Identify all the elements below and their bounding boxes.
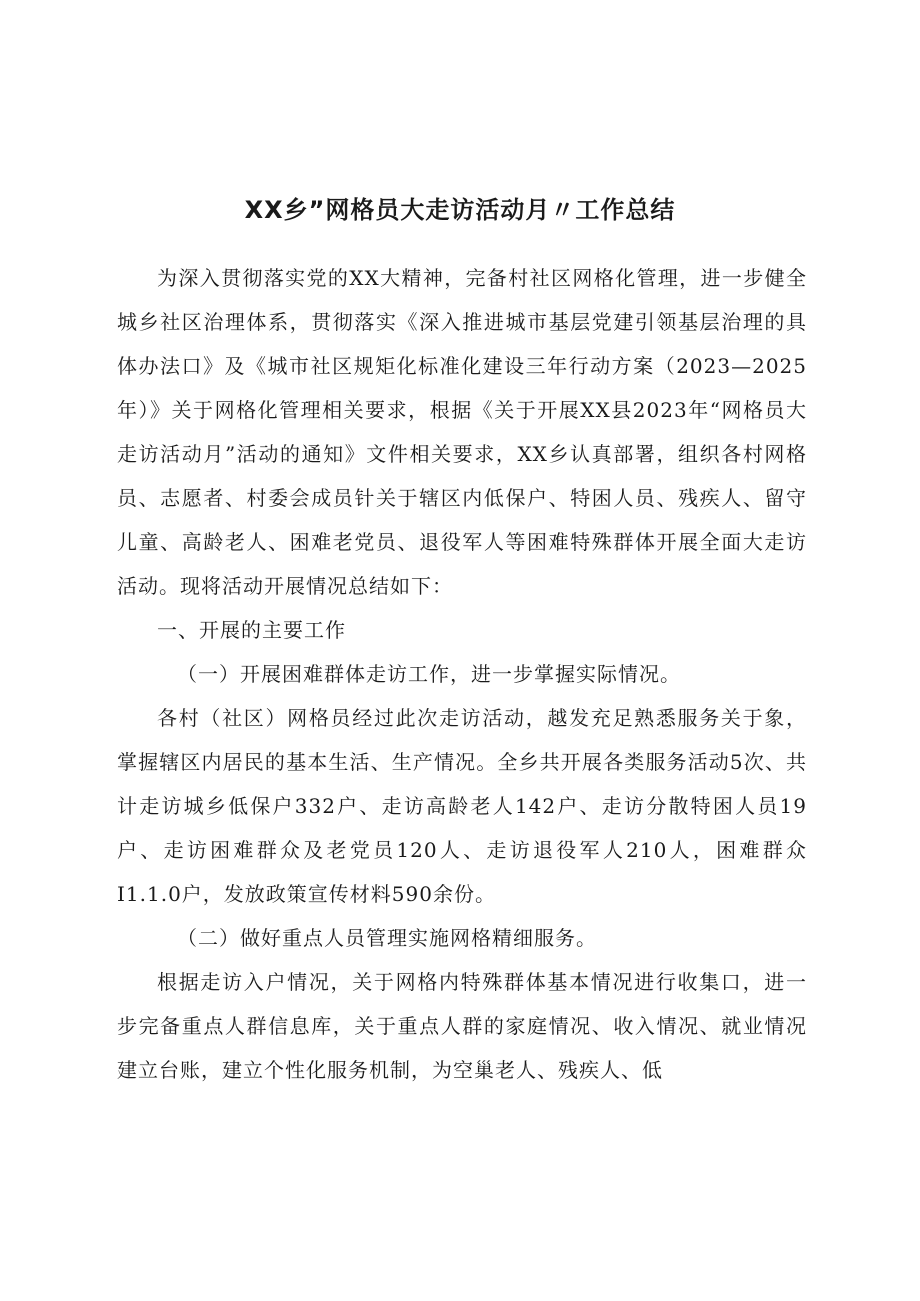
subsection-heading-2: （二）做好重点人员管理实施网格精细服务。 (177, 926, 597, 950)
document-body (117, 256, 807, 1092)
subsection-paragraph-1: 各村（社区）网格员经过此次走访活动，越发充足熟悉服务关于象，掌握辖区内居民的基本生活、生产情况。全乡共开展各类服务活动5次、共计走访城乡低保户332户、走访高龄老人142户、走访分散特困人员19户、走访困难群众及老党员120人、走访退役军人210人，困难群众I1.1.0户，发放政策宣传材料590余份。 (117, 706, 807, 906)
intro-paragraph: 为深入贯彻落实党的XX大精神，完备村社区网格化管理，进一步健全城乡社区治理体系，贯彻落实《深入推进城市基层党建引领基层治理的具体办法口》及《城市社区规矩化标准化建设三年行动方案（2023—2025年）》关于网格化管理相关要求，根据《关于开展XX县2023年“网格员大走访活动月”活动的通知》文件相关要求，XX乡认真部署，组织各村网格员、志愿者、村委会成员针关于辖区内低保户、特困人员、残疾人、留守儿童、高龄老人、困难老党员、退役军人等困难特殊群体开展全面大走访活动。现将活动开展情况总结如下： (117, 266, 807, 598)
subsection-paragraph-2: 根据走访入户情况，关于网格内特殊群体基本情况进行收集口，进一步完备重点人群信息库，关于重点人群的家庭情况、收入情况、就业情况建立台账，建立个性化服务机制，为空巢老人、残疾人、低 (117, 970, 807, 1082)
document-title: XX乡”网格员大走访活动月〃工作总结 (244, 196, 676, 224)
section-heading-main-work: 一、开展的主要工作 (157, 618, 346, 642)
subsection-heading-1: （一）开展困难群体走访工作，进一步掌握实际情况。 (177, 662, 681, 686)
